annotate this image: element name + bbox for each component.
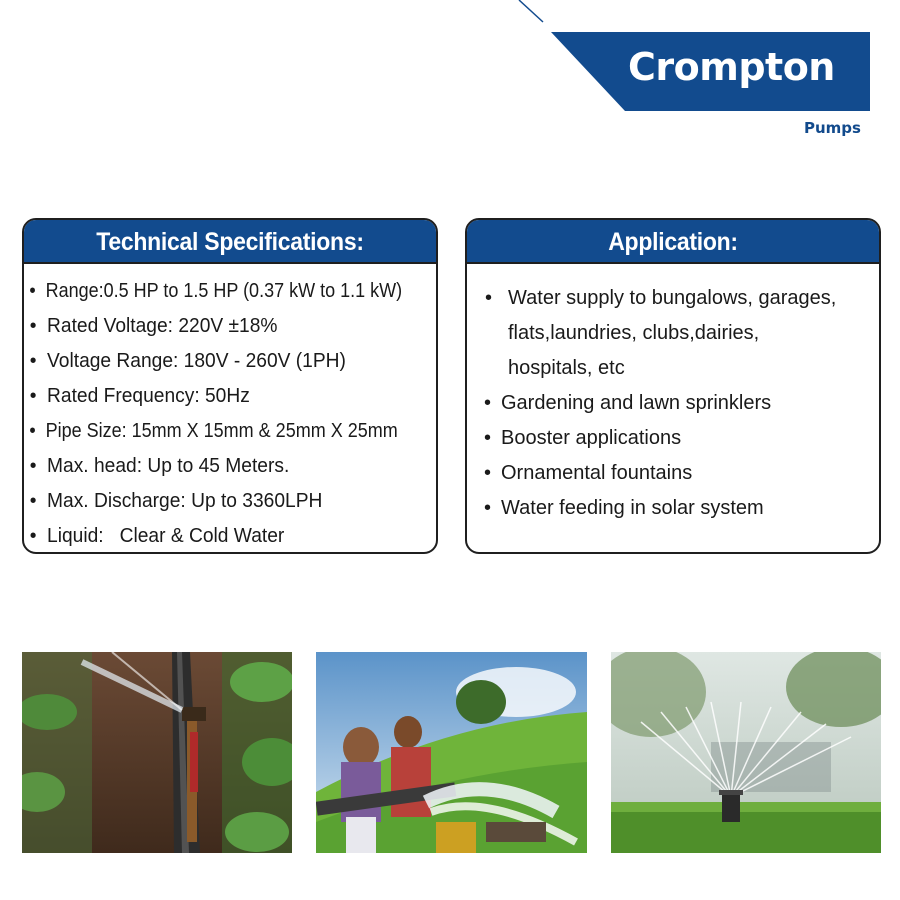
lawn-sprinkler-photo bbox=[611, 652, 881, 853]
spec-item: • Rated Voltage: 220V ±18% bbox=[29, 315, 278, 337]
application-item: • Water feeding in solar system bbox=[484, 497, 764, 519]
application-item: • Ornamental fountains bbox=[484, 462, 693, 484]
spec-item: • Voltage Range: 180V - 260V (1PH) bbox=[29, 350, 346, 372]
spec-item: • Range:0.5 HP to 1.5 HP (0.37 kW to 1.1 kW) bbox=[29, 280, 403, 302]
application-title: Application: bbox=[483, 220, 862, 262]
brand-logo: Crompton bbox=[628, 45, 835, 89]
spec-item: • Rated Frequency: 50Hz bbox=[29, 385, 250, 407]
irrigation-sprinkler-field-photo bbox=[22, 652, 292, 853]
spec-item: • Pipe Size: 15mm X 15mm & 25mm X 25mm bbox=[29, 420, 398, 442]
specs-title: Technical Specifications: bbox=[40, 220, 419, 262]
application-panel bbox=[465, 218, 881, 554]
technical-specifications-panel bbox=[22, 218, 438, 554]
specs-list bbox=[24, 264, 436, 554]
application-item: • Gardening and lawn sprinklers bbox=[484, 392, 772, 414]
spec-item: • Liquid: Clear & Cold Water bbox=[29, 525, 285, 547]
brand-subtitle: Pumps bbox=[804, 119, 861, 137]
spec-item: • Max. head: Up to 45 Meters. bbox=[29, 455, 290, 477]
application-list bbox=[467, 264, 879, 526]
spec-item: • Max. Discharge: Up to 3360LPH bbox=[29, 490, 323, 512]
farmers-water-pipe-photo bbox=[316, 652, 587, 853]
application-item: • Water supply to bungalows, garages, flats,laundries, clubs,dairies, hospitals, etc bbox=[485, 287, 837, 379]
application-item: • Booster applications bbox=[484, 427, 682, 449]
